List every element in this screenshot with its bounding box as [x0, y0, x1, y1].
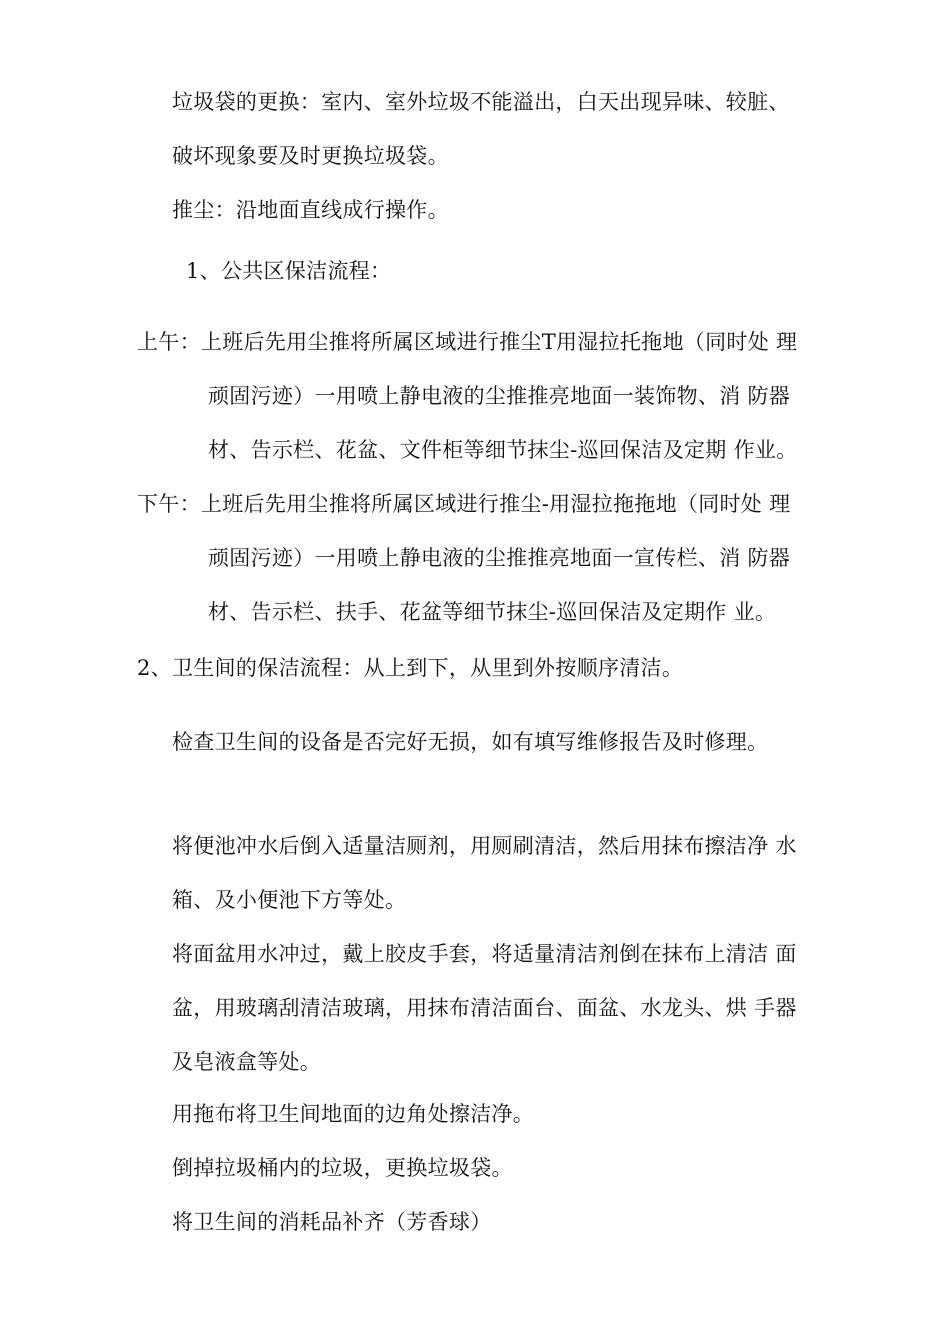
afternoon-process-line-3: 材、告示栏、扶手、花盆等细节抹尘-巡回保洁及定期作 业。 [208, 600, 777, 624]
restroom-step-trash: 倒掉拉圾桶内的垃圾，更换垃圾袋。 [172, 1156, 513, 1180]
afternoon-process-line-2: 顽固污迹）一用喷上静电液的尘推推亮地面一宣传栏、消 防器 [208, 546, 791, 570]
restroom-step-toilet-1: 将便池冲水后倒入适量洁厕剂，用厕刷清洁，然后用抹布擦洁净 水 [172, 834, 797, 858]
morning-process-line-3: 材、告示栏、花盆、文件柜等细节抹尘-巡回保洁及定期 作业。 [208, 438, 798, 462]
restroom-step-consumables: 将卫生间的消耗品补齐（芳香球） [172, 1210, 492, 1234]
afternoon-process-line-1: 下午：上班后先用尘推将所属区域进行推尘-用湿拉拖拖地（同时处 理 [137, 492, 791, 516]
paragraph-line-dust-push: 推尘：沿地面直线成行操作。 [172, 198, 449, 222]
paragraph-line-garbage-bag-2: 破坏现象要及时更换垃圾袋。 [172, 144, 449, 168]
restroom-step-basin-1: 将面盆用水冲过，戴上胶皮手套，将适量清洁剂倒在抹布上清洁 面 [172, 942, 797, 966]
morning-process-line-1: 上午：上班后先用尘推将所属区域进行推尘T用湿拉托拖地（同时处 理 [137, 330, 798, 354]
morning-process-line-2: 顽固污迹）一用喷上静电液的尘推推亮地面一装饰物、消 防器 [208, 384, 791, 408]
section-heading-restroom: 2、卫生间的保洁流程：从上到下，从里到外按顺序清洁。 [137, 656, 684, 680]
restroom-step-inspect: 检查卫生间的设备是否完好无损，如有填写维修报告及时修理。 [172, 730, 769, 754]
restroom-step-basin-3: 及皂液盒等处。 [172, 1050, 322, 1074]
paragraph-line-garbage-bag-1: 垃圾袋的更换：室内、室外垃圾不能溢出，白天出现异味、较脏、 [172, 90, 790, 114]
restroom-step-basin-2: 盆，用玻璃刮清洁玻璃，用抹布清洁面台、面盆、水龙头、烘 手器 [172, 996, 797, 1020]
restroom-step-toilet-2: 箱、及小便池下方等处。 [172, 888, 407, 912]
section-heading-public-area: 1、公共区保洁流程： [186, 259, 392, 283]
restroom-step-mop: 用拖布将卫生间地面的边角处擦洁净。 [172, 1102, 535, 1126]
